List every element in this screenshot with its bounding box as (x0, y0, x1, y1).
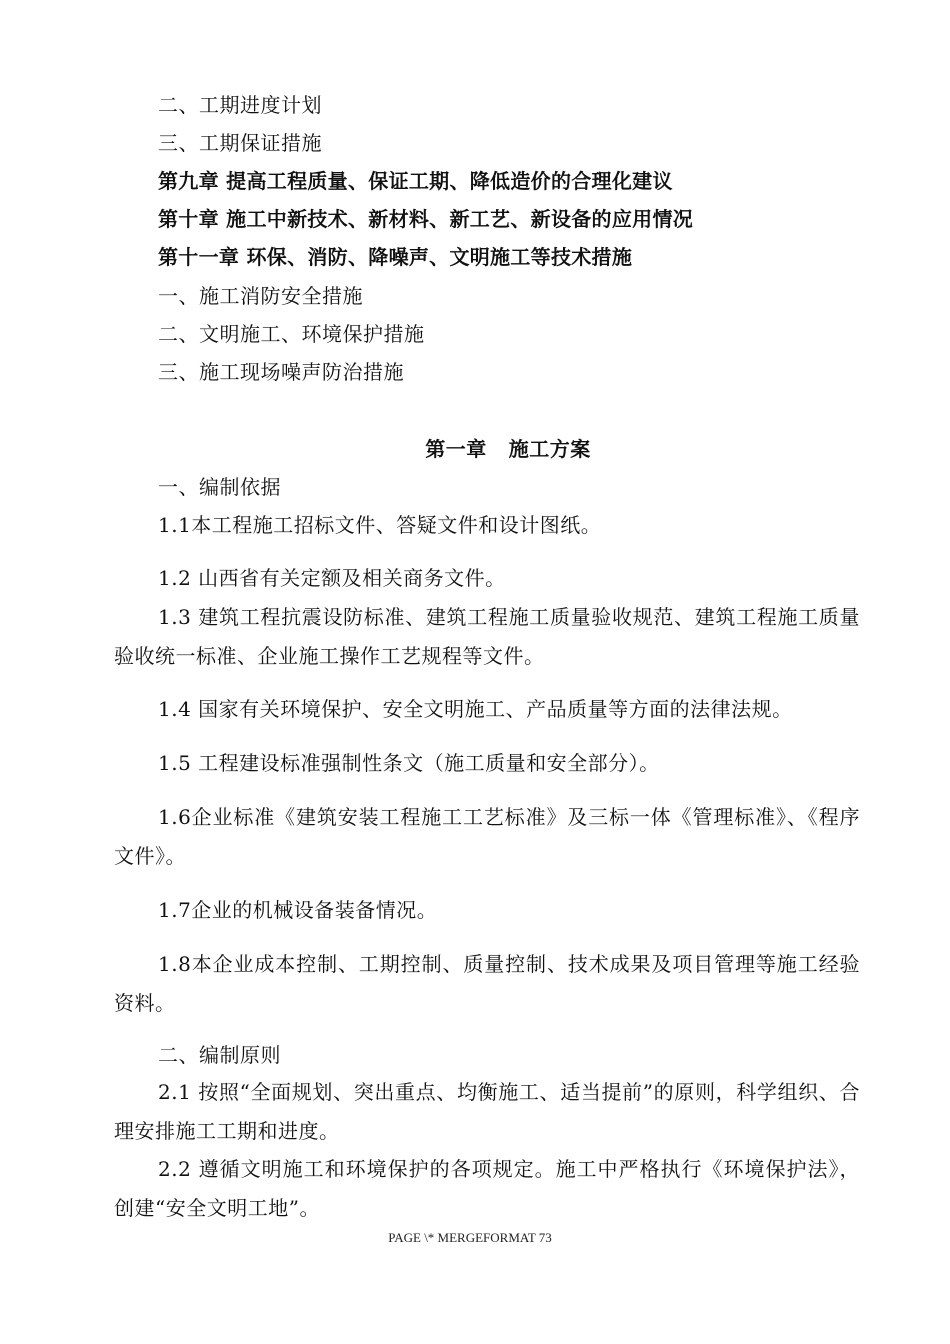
toc-chapter-heading: 第九章 提高工程质量、保证工期、降低造价的合理化建议 (158, 169, 673, 193)
chapter-title (0, 436, 950, 462)
toc-item: 三、工期保证措施 (158, 131, 322, 155)
paragraph-1-6: 1.6企业标准《建筑安装工程施工工艺标准》及三标一体《管理标准》、《程序文件》。 (114, 805, 860, 868)
paragraph-1-4: 1.4 国家有关环境保护、安全文明施工、产品质量等方面的法律法规。 (158, 697, 793, 721)
toc-item: 二、文明施工、环境保护措施 (158, 322, 425, 346)
paragraph-1-1: 1.1本工程施工招标文件、答疑文件和设计图纸。 (158, 513, 602, 537)
toc-chapter-heading: 第十一章 环保、消防、降噪声、文明施工等技术措施 (158, 245, 633, 269)
paragraph-1-3: 1.3 建筑工程抗震设防标准、建筑工程施工质量验收规范、建筑工程施工质量验收统一标准、企业施工操作工艺规程等文件。 (114, 605, 860, 668)
chapter-name: 施工方案 (508, 437, 591, 461)
chapter-number: 第一章 (425, 437, 487, 461)
toc-item: 一、施工消防安全措施 (158, 284, 363, 308)
toc-chapter-heading: 第十章 施工中新技术、新材料、新工艺、新设备的应用情况 (158, 207, 694, 231)
paragraph-2-1: 2.1 按照“全面规划、突出重点、均衡施工、适当提前”的原则，科学组织、合理安排施工工期和进度。 (114, 1080, 860, 1143)
paragraph-1-2: 1.2 山西省有关定额及相关商务文件。 (158, 566, 506, 590)
toc-item: 二、工期进度计划 (158, 93, 322, 117)
paragraph-1-5: 1.5 工程建设标准强制性条文（施工质量和安全部分）。 (158, 751, 660, 775)
section-heading: 二、编制原则 (158, 1043, 281, 1067)
toc-item: 三、施工现场噪声防治措施 (158, 360, 404, 384)
paragraph-1-8: 1.8本企业成本控制、工期控制、质量控制、技术成果及项目管理等施工经验资料。 (114, 952, 860, 1015)
paragraph-2-2: 2.2 遵循文明施工和环境保护的各项规定。施工中严格执行《环境保护法》，创建“安全文明工地”。 (114, 1157, 860, 1220)
paragraph-1-7: 1.7企业的机械设备装备情况。 (158, 898, 438, 922)
page-footer: PAGE \* MERGEFORMAT 73 (388, 1230, 552, 1245)
section-heading: 一、编制依据 (158, 475, 281, 499)
